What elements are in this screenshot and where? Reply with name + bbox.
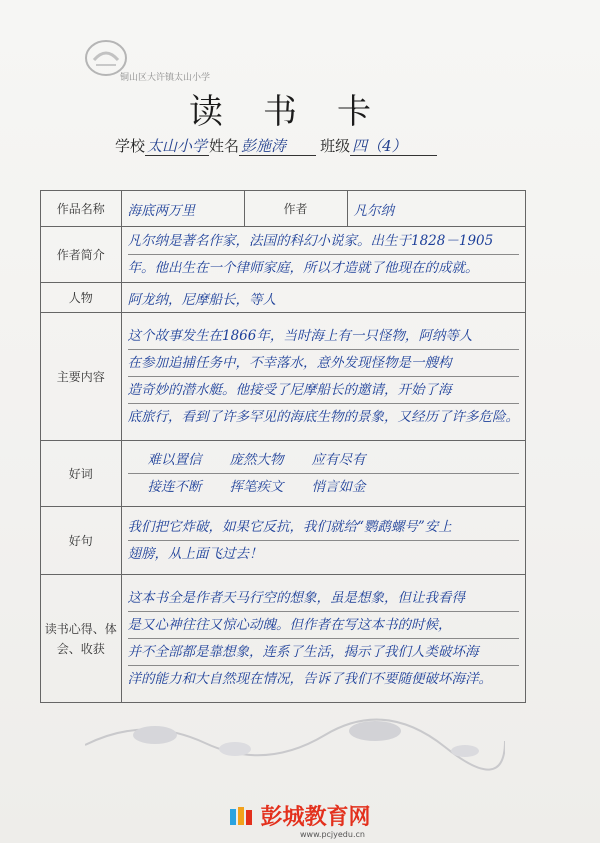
good-words-label: 好词 xyxy=(41,441,122,507)
school-value: 太山小学 xyxy=(147,137,208,155)
work-name-label: 作品名称 xyxy=(41,191,122,227)
good-words-row xyxy=(128,474,520,500)
intro-label: 作者简介 xyxy=(41,227,122,283)
author-value: 凡尔纳 xyxy=(347,191,526,227)
author-label: 作者 xyxy=(244,191,347,227)
good-sentence-label: 好句 xyxy=(41,507,122,575)
good-word: 接连不断 xyxy=(147,479,202,495)
intro-line: 凡尔纳是著名作家，法国的科幻小说家。出生于1828－1905 xyxy=(128,228,520,255)
good-words xyxy=(121,441,526,507)
work-name-value: 海底两万里 xyxy=(121,191,244,227)
floral-decoration-icon xyxy=(85,705,505,775)
reflection-text xyxy=(121,575,526,703)
student-info-line xyxy=(115,135,437,156)
brand-name: 彭城教育网 xyxy=(260,805,371,830)
content-line: 这个故事发生在1866年，当时海上有一只怪物，阿纳等人 xyxy=(128,323,520,350)
reflection-line: 是又心神往往又惊心动魄。但作者在写这本书的时候， xyxy=(128,612,520,639)
name-value: 彭施涛 xyxy=(239,137,316,156)
name-label: 姓名 xyxy=(209,137,240,155)
good-word: 庞然大物 xyxy=(229,452,284,468)
content-line: 在参加追捕任务中，不幸落水，意外发现怪物是一艘构 xyxy=(128,350,520,377)
good-word: 悄言如金 xyxy=(311,479,366,495)
class-label: 班级 xyxy=(320,137,351,155)
good-word: 挥笔疾文 xyxy=(229,479,284,495)
characters-label: 人物 xyxy=(41,283,122,313)
intro-text xyxy=(121,227,526,283)
reflection-line: 并不全部都是靠想象，连系了生活，揭示了我们人类破坏海 xyxy=(128,639,520,666)
good-words-row xyxy=(128,447,520,474)
sentence-line: 我们把它炸破，如果它反抗，我们就给“鹦鹉螺号”安上 xyxy=(128,514,520,541)
content-label: 主要内容 xyxy=(41,313,122,441)
books-logo-icon xyxy=(229,805,255,827)
characters-value: 阿龙纳，尼摩船长，等人 xyxy=(121,283,526,313)
content-text xyxy=(121,313,526,441)
sentence-line: 翅膀，从上面飞过去！ xyxy=(127,546,263,562)
school-name-caption: 铜山区大许镇太山小学 xyxy=(120,73,211,83)
school-label: 学校 xyxy=(115,137,146,155)
card-title: 读书卡 xyxy=(189,92,411,132)
brand-footer xyxy=(0,800,600,831)
brand-url: www.pcjyedu.cn xyxy=(300,830,365,839)
reading-card-table xyxy=(40,190,526,703)
good-word: 应有尽有 xyxy=(311,452,366,468)
content-line: 造奇妙的潜水艇。他接受了尼摩船长的邀请，开始了海 xyxy=(128,377,520,404)
reflection-line: 洋的能力和大自然现在情况，告诉了我们不要随便破坏海洋。 xyxy=(127,671,492,687)
good-word: 难以置信 xyxy=(147,452,202,468)
class-value: 四（4） xyxy=(350,137,437,156)
good-sentence-text xyxy=(121,507,526,575)
reflection-label: 读书心得、体会、收获 xyxy=(41,575,122,703)
reflection-line: 这本书全是作者天马行空的想象，虽是想象，但让我看得 xyxy=(128,585,520,612)
content-line: 底旅行，看到了许多罕见的海底生物的景象，又经历了许多危险。 xyxy=(127,409,519,425)
intro-line: 年。他出生在一个律师家庭，所以才造就了他现在的成就。 xyxy=(127,260,479,276)
